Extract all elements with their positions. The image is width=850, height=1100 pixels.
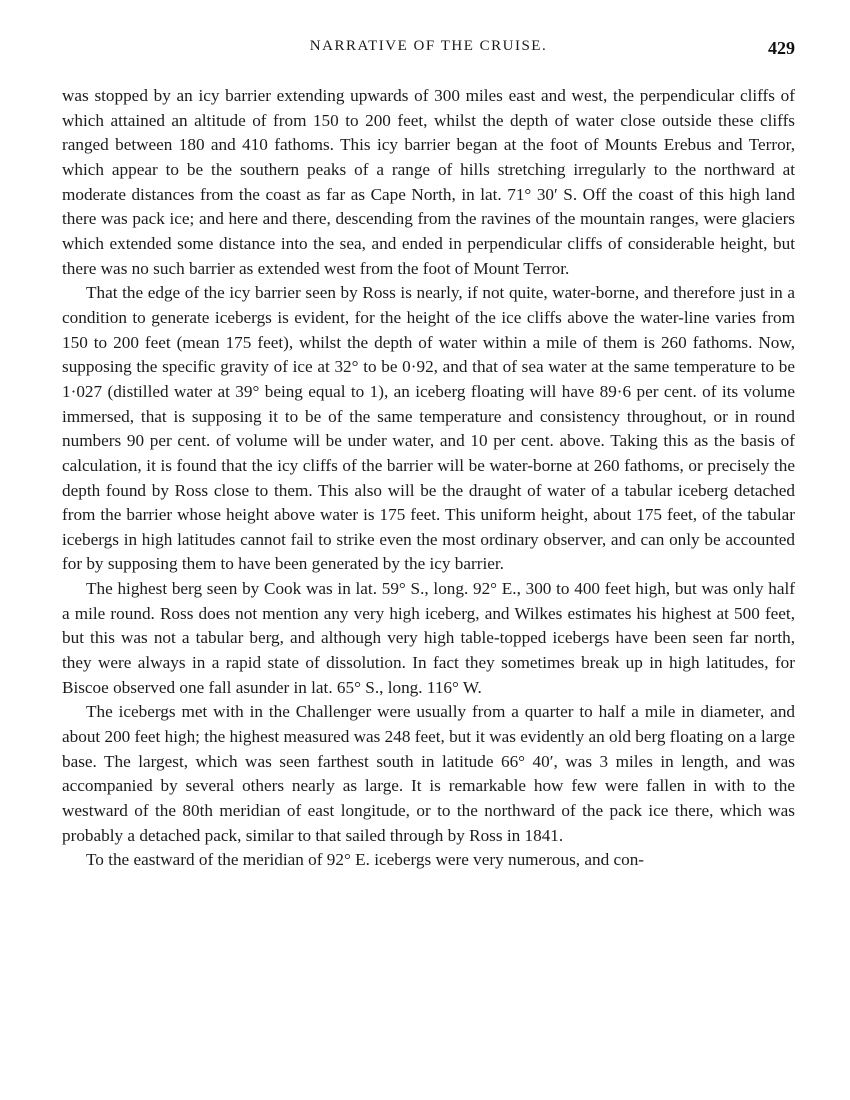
paragraph-3: The highest berg seen by Cook was in lat. 59° S., long. 92° E., 300 to 400 feet high, but was only half a mile round. Ross does not mention any very high iceberg, and Wilkes estimates his highest at 500 feet, but this was not a tabular berg, and although very high table-topped icebergs have been seen far north, they were always in a rapid state of dissolution. In fact they sometimes break up in high latitudes, for Biscoe observed one fall asunder in lat. 65° S., long. 116° W. <box>62 579 795 697</box>
paragraph-5: To the eastward of the meridian of 92° E. icebergs were very numerous, and con- <box>86 850 645 870</box>
paragraph-4: The icebergs met with in the Challenger were usually from a quarter to half a mile in diameter, and about 200 feet high; the highest measured was 248 feet, but it was evidently an old berg floating on a large base. The largest, which was seen farthest south in latitude 66° 40′, was 3 miles in length, and was accompanied by several others nearly as large. It is remarkable how few were fallen in with to the westward of the 80th meridian of east longitude, or to the northward of the pack ice there, which was probably a detached pack, similar to that sailed through by Ross in 1841. <box>62 702 795 845</box>
paragraph-1: was stopped by an icy barrier extending upwards of 300 miles east and west, the perpendicular cliffs of which attained an altitude of from 150 to 200 feet, whilst the depth of water close outside these cliffs ranged between 180 and 410 fathoms. This icy barrier began at the foot of Mounts Erebus and Terror, which appear to be the southern peaks of a range of hills stretching irregularly to the northward at moderate distances from the coast as far as Cape North, in lat. 71° 30′ S. Off the coast of this high land there was pack ice; and here and there, descending from the ravines of the mountain ranges, were glaciers which extended some distance into the sea, and ended in perpendicular cliffs of considerable height, but there was no such barrier as extended west from the foot of Mount Terror. <box>62 86 795 278</box>
body-text <box>62 84 795 873</box>
running-head <box>62 38 795 60</box>
running-title: NARRATIVE OF THE CRUISE. <box>309 38 548 54</box>
page-number: 429 <box>768 38 795 58</box>
paragraph-2: That the edge of the icy barrier seen by Ross is nearly, if not quite, water-borne, and therefore just in a condition to generate icebergs is evident, for the height of the ice cliffs above the water-line varies from 150 to 200 feet (mean 175 feet), whilst the depth of water within a mile of them is 260 fathoms. Now, supposing the specific gravity of ice at 32° to be 0·92, and that of sea water at the same temperature to be 1·027 (distilled water at 39° being equal to 1), an iceberg floating will have 89·6 per cent. of its volume immersed, that is supposing it to be of the same temperature and consistency throughout, or in round numbers 90 per cent. of volume will be under water, and 10 per cent. above. Taking this as the basis of calculation, it is found that the icy cliffs of the barrier will be water-borne at 260 fathoms, or precisely the depth found by Ross close to them. This also will be the draught of water of a tabular iceberg detached from the barrier whose height above water is 175 feet. This uniform height, about 175 feet, of the tabular icebergs in high latitudes cannot fail to strike even the most ordinary observer, and can only be accounted for by supposing them to have been generated by the icy barrier. <box>62 283 795 574</box>
